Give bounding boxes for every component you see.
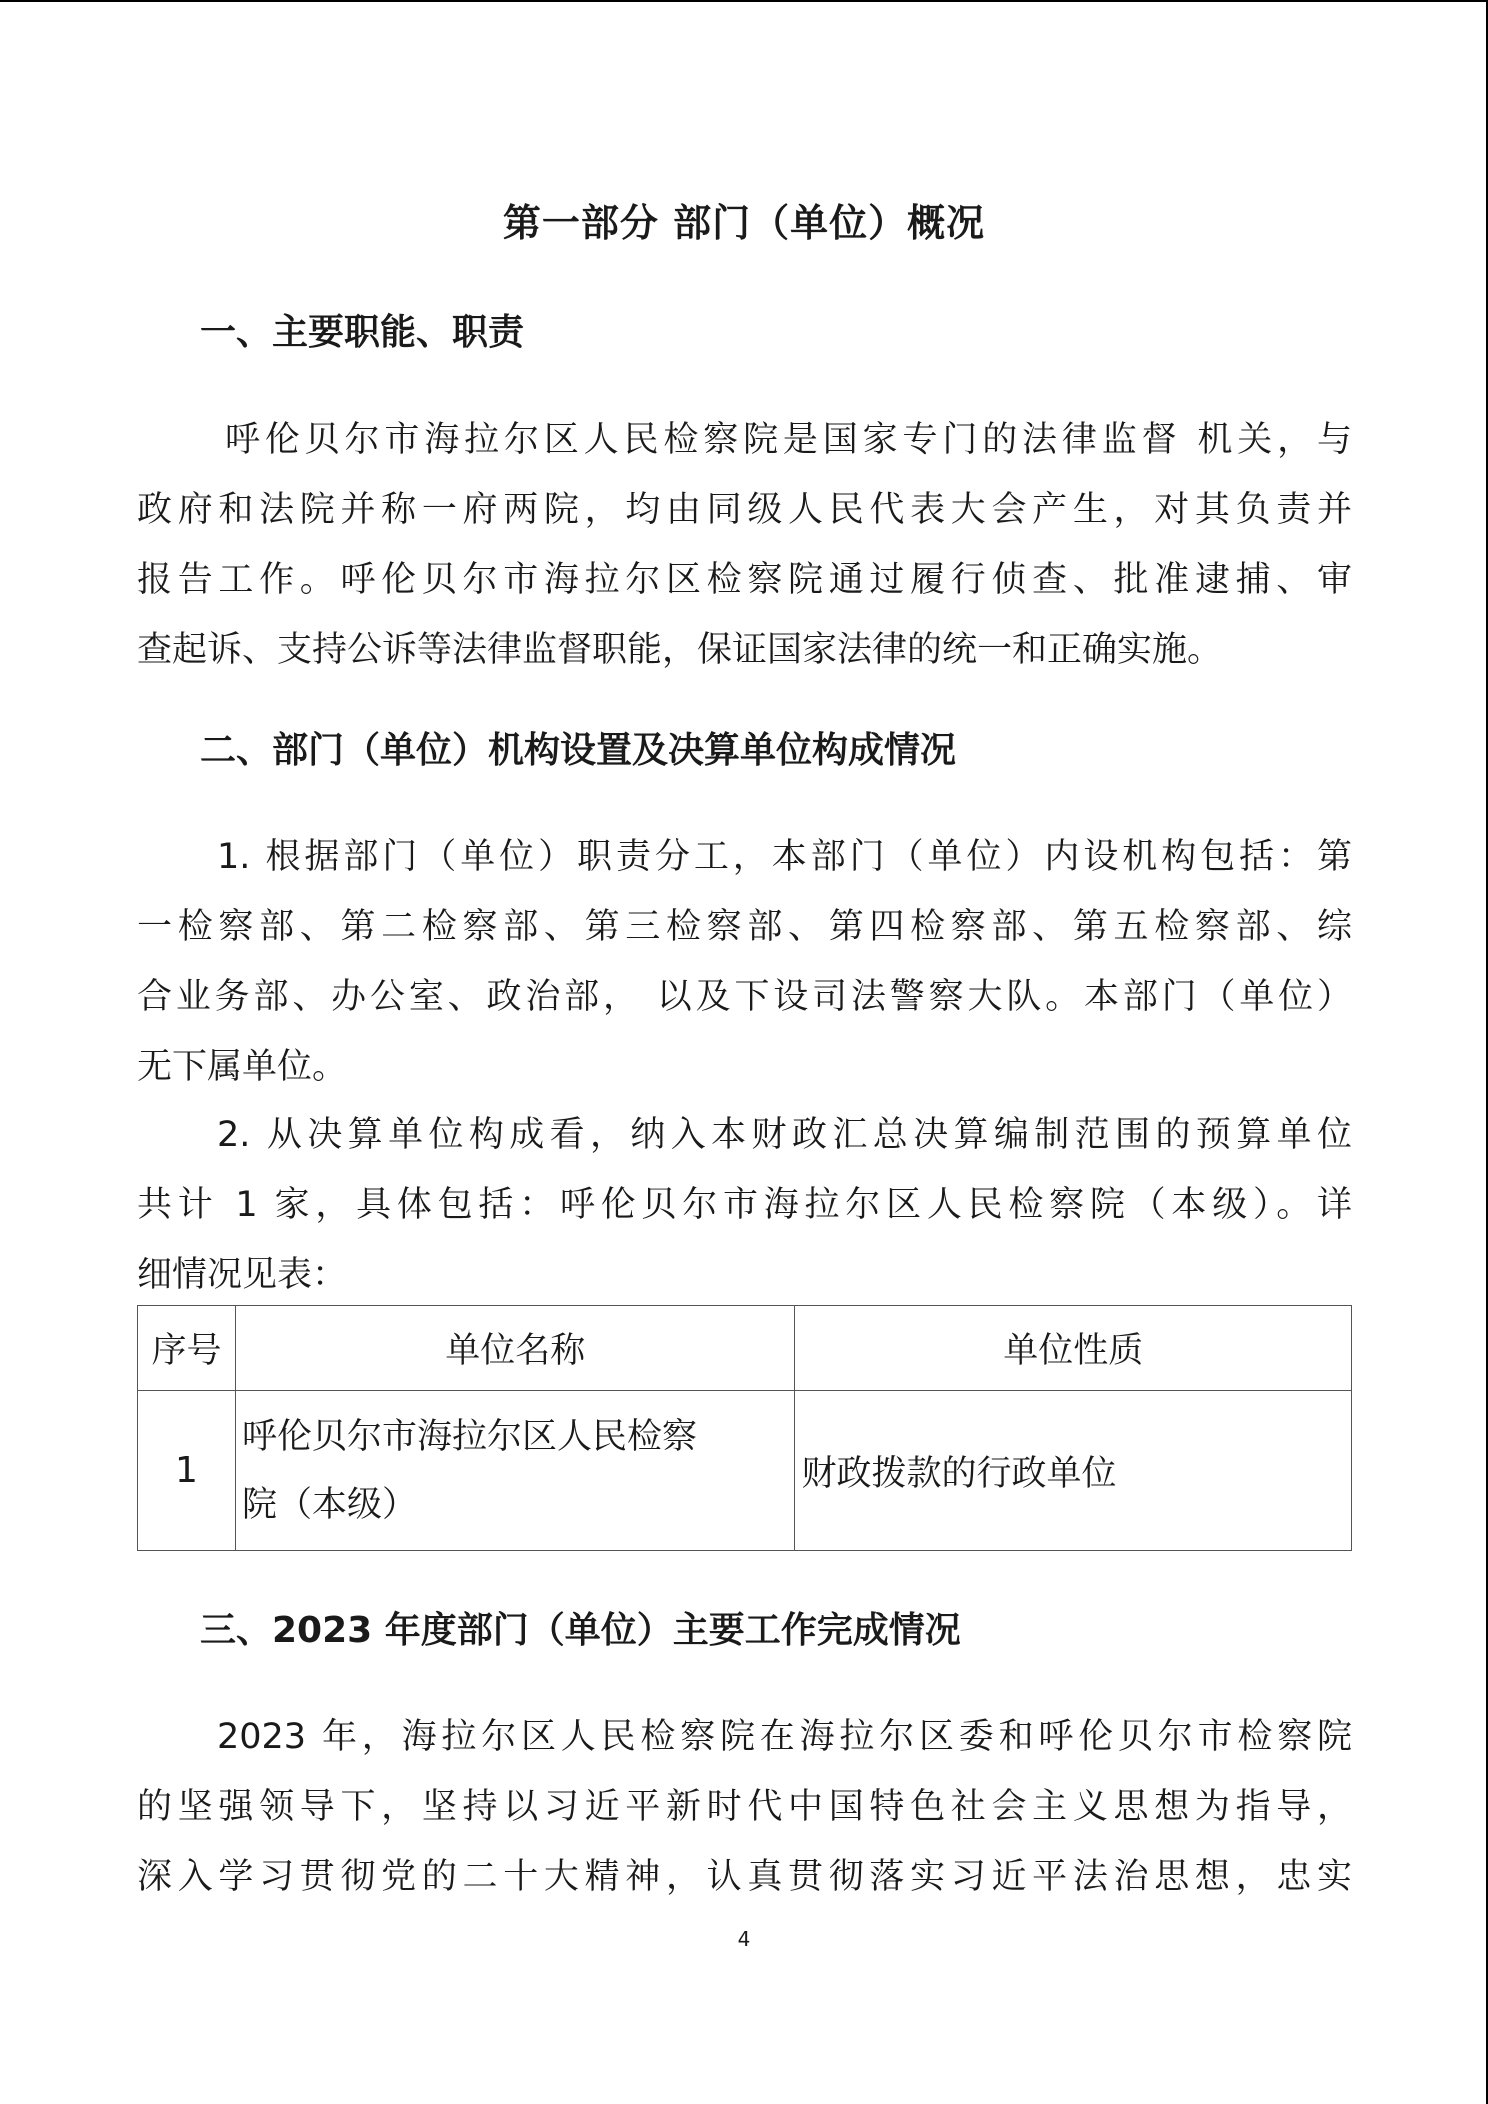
section2-heading: 二、部门（单位）机构设置及决算单位构成情况 <box>200 730 957 771</box>
cell-unit-nature: 财政拨款的行政单位 <box>795 1391 1352 1551</box>
paragraph-line: 报告工作。呼伦贝尔市海拉尔区检察院通过履行侦查、批准逮捕、审 <box>137 560 1352 600</box>
cell-unit-name <box>235 1391 795 1551</box>
section2-item1-paragraph <box>137 822 1352 1102</box>
table-header-row <box>138 1306 1352 1391</box>
cell-serial-number: 1 <box>138 1391 236 1551</box>
paragraph-line: 一检察部、第二检察部、第三检察部、第四检察部、第五检察部、综 <box>137 907 1352 947</box>
section2-item2-paragraph <box>137 1100 1352 1310</box>
section1-paragraph <box>137 405 1352 685</box>
paragraph-line: 2. 从决算单位构成看，纳入本财政汇总决算编制范围的预算单位 <box>217 1115 1352 1155</box>
budget-units-table <box>137 1305 1352 1551</box>
paragraph-line: 2023 年，海拉尔区人民检察院在海拉尔区委和呼伦贝尔市检察院 <box>217 1717 1352 1757</box>
section3-paragraph <box>137 1702 1352 1912</box>
paragraph-line: 政府和法院并称一府两院，均由同级人民代表大会产生，对其负责并 <box>137 490 1352 530</box>
unit-name-line: 院（本级） <box>241 1484 417 1525</box>
paragraph-line: 的坚强领导下，坚持以习近平新时代中国特色社会主义思想为指导， <box>137 1787 1352 1827</box>
paragraph-line: 共计 1 家，具体包括：呼伦贝尔市海拉尔区人民检察院（本级）。详 <box>137 1185 1352 1225</box>
paragraph-line: 细情况见表： <box>137 1255 348 1295</box>
table-row <box>138 1391 1352 1551</box>
page-number: 4 <box>737 1927 751 1951</box>
header-unit-nature: 单位性质 <box>795 1306 1352 1391</box>
header-unit-name: 单位名称 <box>235 1306 795 1391</box>
paragraph-line: 呼伦贝尔市海拉尔区人民检察院是国家专门的法律监督 机关，与 <box>225 420 1352 460</box>
paragraph-line: 无下属单位。 <box>137 1047 348 1087</box>
paragraph-line: 深入学习贯彻党的二十大精神，认真贯彻落实习近平法治思想，忠实 <box>137 1857 1352 1897</box>
header-serial-number: 序号 <box>138 1306 236 1391</box>
section1-heading: 一、主要职能、职责 <box>200 312 525 353</box>
paragraph-line: 查起诉、支持公诉等法律监督职能，保证国家法律的统一和正确实施。 <box>137 630 1223 670</box>
unit-name-line: 呼伦贝尔市海拉尔区人民检察 <box>241 1416 697 1457</box>
paragraph-line: 合业务部、办公室、政治部， 以及下设司法警察大队。本部门（单位） <box>137 977 1352 1017</box>
part-title: 第一部分 部门（单位）概况 <box>502 201 986 245</box>
paragraph-line: 1. 根据部门（单位）职责分工，本部门（单位）内设机构包括：第 <box>217 837 1352 877</box>
section3-heading: 三、2023 年度部门（单位）主要工作完成情况 <box>200 1610 961 1651</box>
